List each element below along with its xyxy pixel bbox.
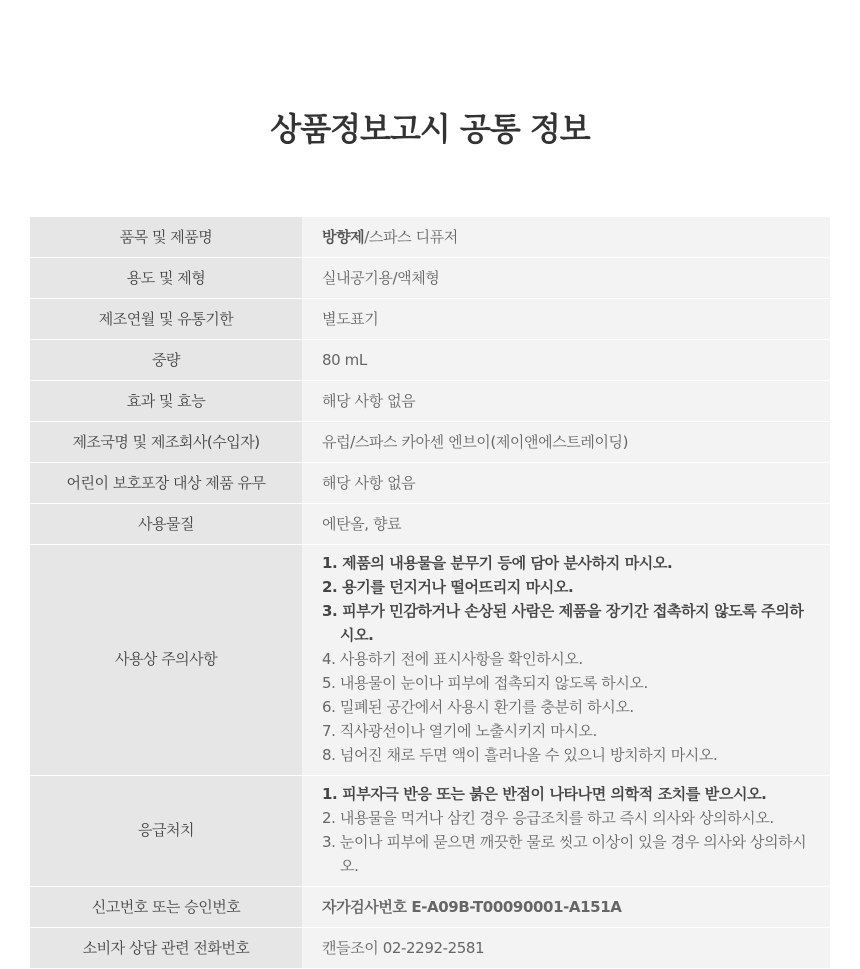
row-value: 캔들조이 02-2292-2581	[302, 928, 830, 969]
table-row	[30, 504, 830, 545]
row-value: 별도표기	[302, 299, 830, 340]
list-item: 5. 내용물이 눈이나 피부에 접촉되지 않도록 하시오.	[322, 674, 648, 692]
row-value: 해당 사항 없음	[302, 381, 830, 422]
row-value: 실내공기용/액체형	[302, 258, 830, 299]
list-item: 2. 용기를 던지거나 떨어뜨리지 마시오.	[322, 578, 574, 596]
page-title: 상품정보고시 공통 정보	[270, 110, 590, 148]
row-value: 80 mL	[302, 340, 830, 381]
table-row	[30, 340, 830, 381]
row-label: 사용상 주의사항	[30, 545, 302, 776]
table-row	[30, 258, 830, 299]
product-info-table	[30, 217, 830, 969]
row-label: 품목 및 제품명	[30, 217, 302, 258]
row-value: 자가검사번호 E-A09B-T00090001-A151A	[302, 887, 830, 928]
first-aid-list	[322, 782, 812, 878]
row-label: 중량	[30, 340, 302, 381]
cautions-list	[322, 551, 812, 767]
row-value: 에탄올, 향료	[302, 504, 830, 545]
table-row	[30, 217, 830, 258]
table-row	[30, 381, 830, 422]
row-label: 소비자 상담 관련 전화번호	[30, 928, 302, 969]
table-row	[30, 299, 830, 340]
row-label: 응급처치	[30, 776, 302, 887]
list-item: 6. 밀폐된 공간에서 사용시 환기를 충분히 하시오.	[322, 698, 634, 716]
list-item: 8. 넘어진 채로 두면 액이 흘러나올 수 있으니 방치하지 마시오.	[322, 746, 718, 764]
table-row	[30, 422, 830, 463]
row-label: 신고번호 또는 승인번호	[30, 887, 302, 928]
row-label: 어린이 보호포장 대상 제품 유무	[30, 463, 302, 504]
list-item: 1. 피부자극 반응 또는 붉은 반점이 나타나면 의학적 조치를 받으시오.	[322, 785, 767, 803]
product-type: 방향제	[322, 228, 365, 246]
table-row-cautions	[30, 545, 830, 776]
row-label: 사용물질	[30, 504, 302, 545]
list-item: 4. 사용하기 전에 표시사항을 확인하시오.	[322, 650, 583, 668]
row-value: 유럽/스파스 카아센 엔브이(제이앤에스트레이딩)	[302, 422, 830, 463]
table-row-first-aid	[30, 776, 830, 887]
table-row	[30, 887, 830, 928]
row-label: 제조연월 및 유통기한	[30, 299, 302, 340]
list-item: 3. 피부가 민감하거나 손상된 사람은 제품을 장기간 접촉하지 않도록 주의하시오.	[322, 602, 804, 644]
row-label: 제조국명 및 제조회사(수입자)	[30, 422, 302, 463]
list-item: 7. 직사광선이나 열기에 노출시키지 마시오.	[322, 722, 597, 740]
row-value: 해당 사항 없음	[302, 463, 830, 504]
list-item: 2. 내용물을 먹거나 삼킨 경우 응급조치를 하고 즉시 의사와 상의하시오.	[322, 809, 774, 827]
table-row	[30, 928, 830, 969]
list-item: 3. 눈이나 피부에 묻으면 깨끗한 물로 씻고 이상이 있을 경우 의사와 상의하시오.	[322, 833, 807, 875]
list-item: 1. 제품의 내용물을 분무기 등에 담아 분사하지 마시오.	[322, 554, 673, 572]
row-label: 용도 및 제형	[30, 258, 302, 299]
cautions-list-cell	[302, 545, 830, 776]
product-name: /스파스 디퓨저	[364, 228, 458, 246]
table-row	[30, 463, 830, 504]
first-aid-list-cell	[302, 776, 830, 887]
row-label: 효과 및 효능	[30, 381, 302, 422]
row-value	[302, 217, 830, 258]
